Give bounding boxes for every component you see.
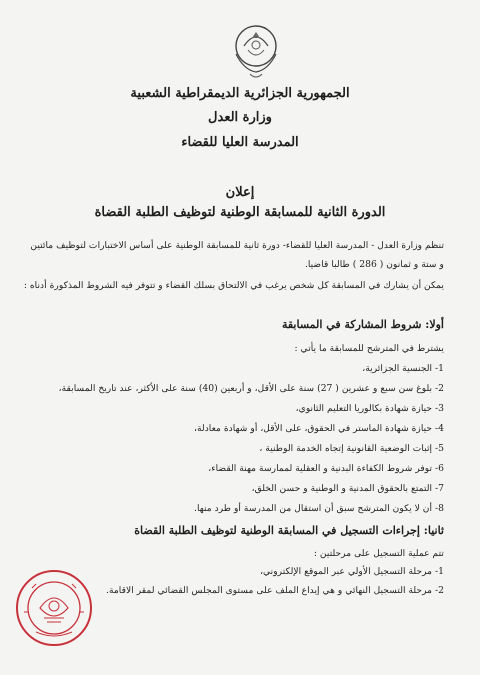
registration-step: 1- مرحلة التسجيل الأولي عبر الموقع الإلكتروني، <box>260 566 444 577</box>
condition-item: 1- الجنسية الجزائرية، <box>362 363 444 374</box>
section-2-title: ثانيا: إجراءات التسجيل في المسابقة الوطنية لتوظيف الطلبة القضاة <box>134 524 444 537</box>
ministry-name: وزارة العدل <box>208 110 272 125</box>
intro-line-1: تنظم وزارة العدل - المدرسة العليا للقضاء- دورة ثانية للمسابقة الوطنية على أساس الاختبارات لتوظيف مائتين <box>30 240 444 251</box>
section-1-lead: يشترط في المترشح للمسابقة ما يأتي : <box>294 343 444 354</box>
intro-line-3: يمكن أن يشارك في المسابقة كل شخص يرغب في الالتحاق بسلك القضاء و تتوفر فيه الشروط المذكورة أدناه : <box>23 280 444 291</box>
section-1-title: أولا: شروط المشاركة في المسابقة <box>281 318 444 331</box>
school-name: المدرسة العليا للقضاء <box>181 135 299 150</box>
condition-item: 6- توفر شروط الكفاءة البدنية و العقلية لممارسة مهنة القضاء، <box>208 463 444 474</box>
intro-line-2: و ستة و ثمانون ( 286 ) طالبا قاضيا. <box>304 259 444 270</box>
republic-name: الجمهورية الجزائرية الديمقراطية الشعبية <box>130 86 350 101</box>
announcement-label: إعلان <box>225 185 255 200</box>
condition-item: 3- حيازة شهادة بكالوريا التعليم الثانوي، <box>295 403 444 414</box>
announcement-title: الدورة الثانية للمسابقة الوطنية لتوظيف الطلبة القضاة <box>94 205 386 220</box>
condition-item: 7- التمتع بالحقوق المدنية و الوطنية و حسن الخلق، <box>251 483 444 494</box>
condition-item: 5- إثبات الوضعية القانونية إتجاه الخدمة الوطنية ، <box>259 443 444 454</box>
school-stamp-icon <box>14 568 94 648</box>
condition-item: 2- بلوغ سن سبع و عشرين ( 27) سنة على الأقل، و أربعين (40) سنة على الأكثر، عند تاريخ المسابقة، <box>58 383 444 394</box>
registration-step: 2- مرحلة التسجيل النهائي و هي إيداع الملف على مستوى المجلس القضائي لمقر الاقامة. <box>106 585 444 596</box>
section-2-lead: تتم عملية التسجيل على مرحلتين : <box>313 548 444 559</box>
condition-item: 8- أن لا يكون المترشح سبق أن استقال من المدرسة أو طرد منها. <box>194 503 444 514</box>
condition-item: 4- حيازة شهادة الماستر في الحقوق، على الأقل، أو شهادة معادلة، <box>194 423 444 434</box>
algeria-emblem-icon <box>230 20 282 82</box>
